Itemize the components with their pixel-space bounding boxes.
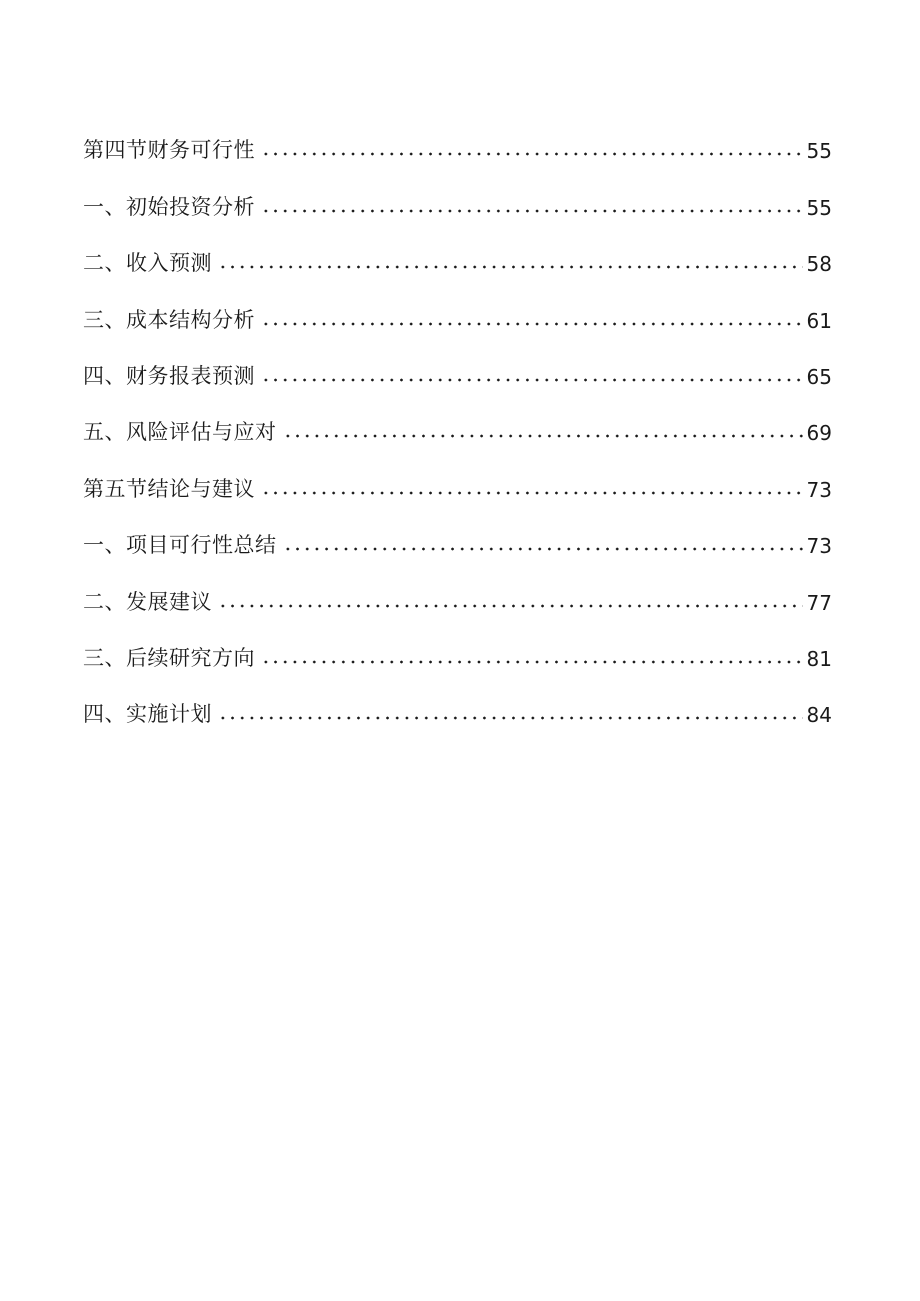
toc-entry-page: 84 <box>806 703 832 728</box>
toc-entry-title: 一、初始投资分析 <box>83 194 255 219</box>
toc-dot-leader <box>261 319 803 329</box>
toc-entry-page: 55 <box>806 139 832 164</box>
toc-entry-title: 四、实施计划 <box>83 702 212 727</box>
toc-entry-title: 三、后续研究方向 <box>83 645 255 670</box>
toc-entry-title: 第四节财务可行性 <box>83 138 255 163</box>
toc-dot-leader <box>218 713 803 723</box>
toc-entry-title: 第五节结论与建议 <box>83 476 255 501</box>
toc-dot-leader <box>261 488 803 498</box>
toc-entry-page: 73 <box>806 534 832 559</box>
toc-entry-page: 65 <box>806 364 832 389</box>
toc-entry[interactable] <box>83 339 832 395</box>
toc-dot-leader <box>283 544 803 554</box>
table-of-contents <box>83 113 832 733</box>
toc-dot-leader <box>218 601 803 611</box>
toc-entry-page: 81 <box>806 646 832 671</box>
toc-entry-page: 77 <box>806 590 832 615</box>
toc-entry-page: 69 <box>806 421 832 446</box>
toc-dot-leader <box>261 657 803 667</box>
toc-entry-title: 一、项目可行性总结 <box>83 533 277 558</box>
toc-entry-page: 73 <box>806 477 832 502</box>
toc-dot-leader <box>261 375 803 385</box>
toc-dot-leader <box>261 206 803 216</box>
toc-entry-title: 三、成本结构分析 <box>83 307 255 332</box>
toc-entry[interactable] <box>83 677 832 733</box>
toc-entry-title: 四、财务报表预测 <box>83 363 255 388</box>
toc-dot-leader <box>218 262 803 272</box>
toc-entry-title: 二、发展建议 <box>83 589 212 614</box>
toc-entry[interactable] <box>83 508 832 564</box>
toc-dot-leader <box>261 149 803 159</box>
toc-entry[interactable] <box>83 226 832 282</box>
toc-entry[interactable] <box>83 395 832 451</box>
toc-entry-page: 61 <box>806 308 832 333</box>
toc-entry[interactable] <box>83 113 832 169</box>
toc-entry[interactable] <box>83 621 832 677</box>
toc-entry[interactable] <box>83 282 832 338</box>
toc-entry[interactable] <box>83 451 832 507</box>
toc-entry-page: 55 <box>806 195 832 220</box>
toc-entry[interactable] <box>83 169 832 225</box>
toc-entry-title: 二、收入预测 <box>83 251 212 276</box>
toc-dot-leader <box>283 431 803 441</box>
toc-entry-page: 58 <box>806 252 832 277</box>
toc-entry[interactable] <box>83 564 832 620</box>
toc-entry-title: 五、风险评估与应对 <box>83 420 277 445</box>
